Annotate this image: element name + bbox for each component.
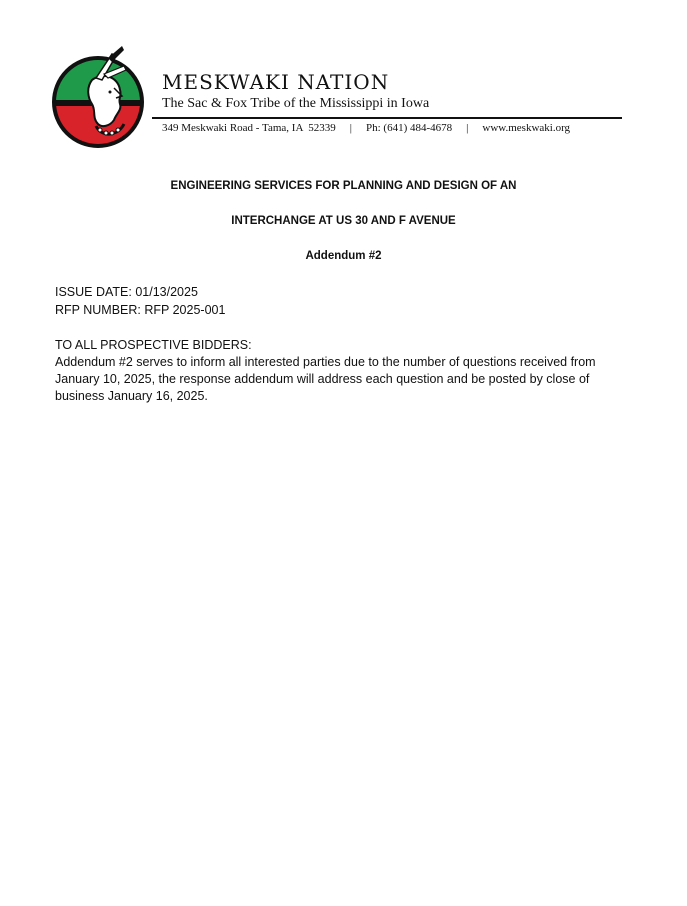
contact-line <box>162 122 570 134</box>
letterhead-divider <box>152 117 622 119</box>
website-link[interactable]: www.meskwaki.org <box>482 122 571 134</box>
separator: | <box>349 122 352 134</box>
meskwaki-seal-icon <box>52 44 148 148</box>
address-text: 349 Meskwaki Road - Tama, IA 52339 <box>162 122 336 134</box>
organization-subtitle: The Sac & Fox Tribe of the Mississippi in Iowa <box>162 96 430 111</box>
rfp-number: RFP NUMBER: RFP 2025-001 <box>55 303 226 317</box>
separator: | <box>466 122 469 134</box>
issue-date: ISSUE DATE: 01/13/2025 <box>55 285 198 299</box>
document-title-line-2: INTERCHANGE AT US 30 AND F AVENUE <box>231 215 456 227</box>
organization-name: MESKWAKI NATION <box>162 70 390 94</box>
phone-text: Ph: (641) 484-4678 <box>366 122 453 134</box>
document-title-line-1: ENGINEERING SERVICES FOR PLANNING AND DESIGN OF AN <box>170 180 517 192</box>
addendum-paragraph: Addendum #2 serves to inform all interested parties due to the number of questions received from January 10, 2025, the response addendum will address each question and be posted by close of business January 16, 2025. <box>55 355 596 403</box>
addendum-title: Addendum #2 <box>305 250 382 262</box>
salutation: TO ALL PROSPECTIVE BIDDERS: <box>55 338 252 352</box>
